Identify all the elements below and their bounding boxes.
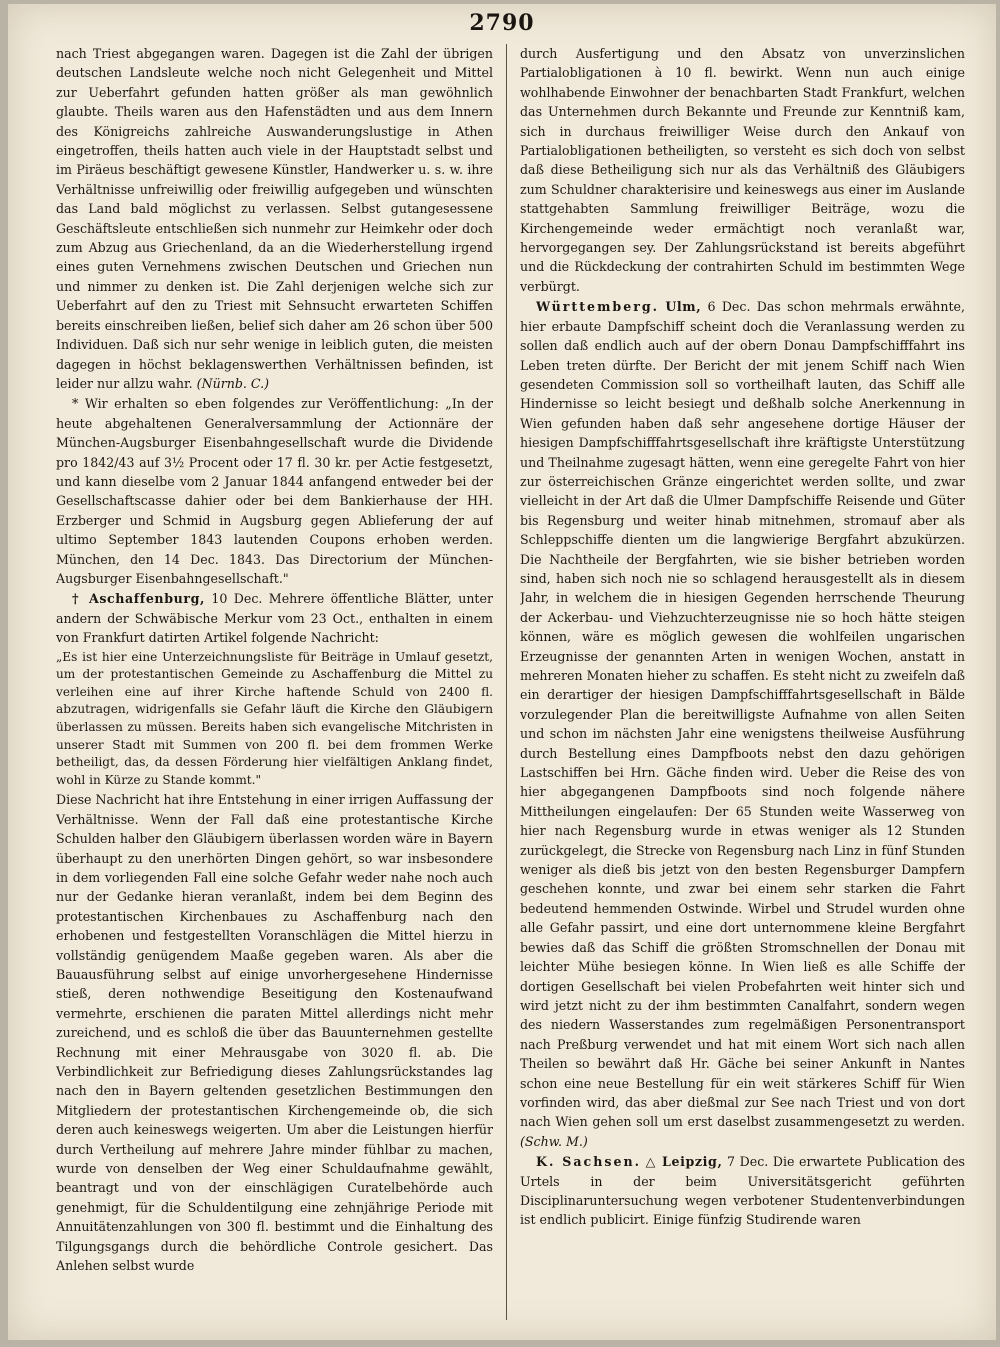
section-heading: K. Sachsen. [536, 1154, 642, 1170]
article-aschaffenburg-continued: durch Ausfertigung und den Absatz von unverzinslichen Partialobligationen à 10 fl. bewirkt. Wenn nun auch einige wohlhabende Einwohner der benachbarten Stadt Frankfurt, welchen das Unternehmen durch Bekannte und Freunde zur Kenntniß kam, sich in durchaus freiwilliger Weise durch den Ankauf von Partialobligationen betheiligten, so versteht es sich doch von selbst daß diese Betheiligung sich nur als das Verhältniß des Gläubigers zum Schuldner charakterisire und keineswegs aus einer im Auslande stattgehabten Sammlung freiwilliger Beiträge, wozu die Kirchengemeinde weder ermächtigt noch veranlaßt war, hervorgegangen sey. Der Zahlungsrückstand ist bereits abgeführt und die Rückdeckung der contrahirten Schuld im bestimmten Wege verbürgt. [520, 46, 965, 294]
dateline-date: 7 Dec. [727, 1154, 769, 1170]
dateline-date: 6 Dec. [707, 299, 751, 315]
dateline-date: 10 Dec. [211, 591, 263, 607]
dateline-place: † Aschaffenburg, [72, 591, 205, 607]
left-column [56, 44, 493, 1324]
article-aschaffenburg [56, 589, 493, 647]
article-wuerttemberg [520, 297, 965, 1151]
article-text: Diese Nachricht hat ihre Entstehung in einer irrigen Auffassung der Verhältnisse. Wenn der Fall daß eine protestantische Kirche Schulden halber den Gläubigern überlassen worden wäre in Bayern überhaupt zu den unerhörten Dingen gehört, so war insbesondere in dem vorliegenden Fall eine solche Gefahr weder nahe noch auch nur der Gedanke hieran veranlaßt, indem bei dem Beginn des protestantischen Kirchenbaues zu Aschaffenburg nach den erhobenen und festgestellten Voranschlägen die Mittel hierzu in vollständig genügendem Maaße gegeben waren. Als aber die Bauausführung selbst auf einige unvorhergesehene Hindernisse stieß, deren nothwendige Beseitigung den Kostenaufwand vermehrte, erschienen die paraten Mittel allerdings nicht mehr zureichend, und es schloß die über das Bauunternehmen gestellte Rechnung mit einer Mehrausgabe von 3020 fl. ab. Die Verbindlichkeit zur Befriedigung dieses Zahlungsrückstandes lag nach den in Bayern geltenden gesetzlichen Bestimmungen den Mitgliedern der protestantischen Kirchengemeinde ob, die sich deren auch keineswegs weigerten. Um aber die Leistungen hierfür durch Vertheilung auf mehrere Jahre minder fühlbar zu machen, wurde von denselben der Weg einer Schuldaufnahme gewählt, beantragt und von der einschlägigen Curatelbehörde auch genehmigt, für die Schuldentilgung eine zehnjährige Periode mit Annuitätenzahlungen von 300 fl. bestimmt und die Einhaltung des Tilgungsgangs durch die behördliche Controle gesichert. Das Anlehen selbst wurde [56, 792, 493, 1274]
article-text: „In der heute abgehaltenen Generalversammlung der Actionnäre der München-Augsburger Eisenbahngesellschaft wurde die Dividende pro 1842/43 auf 3½ Procent oder 17 fl. 30 kr. per Actie festgesetzt, und kann dieselbe vom 2 Januar 1844 anfangend entweder bei der Gesellschaftscasse dahier oder bei dem Bankierhause der HH. Erzberger und Schmid in Augsburg gegen Ablieferung der auf ultimo September 1843 lautenden Coupons erhoben werden. München, den 14 Dec. 1843. Das Directorium der München-Augsburger Eisenbahngesellschaft." [56, 396, 493, 586]
dateline-place: Ulm, [665, 299, 702, 315]
dateline-place: △ Leipzig, [645, 1154, 723, 1170]
article-saxony [520, 1152, 965, 1230]
newspaper-page [8, 4, 996, 1340]
article-text: nach Triest abgegangen waren. Dagegen ist die Zahl der übrigen deutschen Landsleute welche noch nicht Gelegenheit und Mittel zur Ueberfahrt gefunden hatten größer als man gewöhnlich glaubte. Theils waren aus den Hafenstädten und aus dem Innern des Königreichs zahlreiche Auswanderungslustige in Athen eingetroffen, theils hatten auch viele in der Hauptstadt selbst und im Piräeus beschäftigt gewesene Künstler, Handwerker u. s. w. ihre Verhältnisse unfreiwillig oder freiwillig aufgegeben und wünschten das Land bald möglichst zu verlassen. Selbst gutangesessene Geschäftsleute entschließen sich nunmehr zur Heimkehr oder doch zum Abzug aus Griechenland, da an die Wiederherstellung irgend eines guten Vernehmens zwischen Deutschen und Griechen nun und nimmer zu denken ist. Die Zahl derjenigen welche sich zur Ueberfahrt auf den zu Triest mit Sehnsucht erwarteten Schiffen bereits einschreiben ließen, belief sich daher am 26 schon über 500 Individuen. Daß sich nur sehr wenige in leiblich guten, die meisten dagegen in höchst beklagenswerthen Verhältnissen befinden, ist leider nur allzu wahr. [56, 46, 493, 391]
section-heading: Württemberg. [536, 299, 660, 315]
article-text: Das schon mehrmals erwähnte, hier erbaute Dampfschiff scheint doch die Veranlassung werden zu sollen daß endlich auch auf der obern Donau Dampfschifffahrt ins Leben treten dürfte. Der Bericht der mit jenem Schiff nach Wien gesendeten Commission soll so vortheilhaft lauten, das Schiff alle Hindernisse so leicht besiegt und deßhalb solche Anerkennung in Wien gefunden haben daß sehr angesehene dortige Häuser der hiesigen Dampfschifffahrtsgesellschaft ihre kräftigste Unterstützung und Theilnahme zugesagt hätten, wenn eine geregelte Fahrt von hier zur österreichischen Gränze eingerichtet werden sollte, und zwar vielleicht in der Art daß die Ulmer Dampfschiffe Reisende und Güter bis Regensburg und weiter hinab mitnehmen, stromauf aber als Schleppschiffe dienten um die langwierige Bergfahrt abzukürzen. Die Nachtheile der Bergfahrten, wie sie bisher betrieben worden sind, haben sich noch nie so schlagend herausgestellt als in diesem Jahr, in welchem die in hiesigen Gegenden herrschende Theurung der Ackerbau- und Viehzuchterzeugnisse nie so hoch hätte steigen können, wäre es möglich gewesen die wohlfeilen ungarischen Erzeugnisse der genannten Arten in wenigen Wochen, anstatt in mehreren Monaten hieher zu schaffen. Es steht nicht zu zweifeln daß ein derartiger der hiesigen Dampfschifffahrtsgesellschaft in Bälde vorzulegender Plan die bereitwilligste Aufnahme von allen Seiten und schon im nächsten Jahr eine wenigstens theilweise Ausführung durch Bestellung eines Dampfboots nebst den dazu gehörigen Lastschiffen bei Hrn. Gäche finden wird. Ueber die Reise des von hier abgegangenen Dampfboots sind noch folgende nähere Mittheilungen eingelaufen: Der 65 Stunden weite Wasserweg von hier nach Regensburg wurde in etwas weniger als 12 Stunden zurückgelegt, die Strecke von Regensburg nach Linz in fünf Stunden weniger als dieß bis jetzt von den besten Regensburger Dampfern geschehen konnte, und zwar bei einem sehr starken die Fahrt bedeutend hemmenden Ostwinde. Wirbel und Strudel wurden ohne alle Gefahr passirt, und eine dort unternommene kleine Bergfahrt bewies daß das Schiff die größten Stromschnellen der Donau mit leichter Mühe besiegen könne. In Wien ließ es alle Schiffe der dortigen Gesellschaft bei vielen Probefahrten weit hinter sich und wird jetzt nicht zu der ihm bestimmten Canalfahrt, sondern wegen des niedern Wasserstandes zum regelmäßigen Personentransport nach Preßburg verwendet und hat mit einem Wort sich nach allen Theilen so bewährt daß Hr. Gäche bei seiner Ankunft in Nantes schon eine neue Bestellung für ein weit stärkeres Schiff für Wien vorfinden wird, das aber dießmal zur See nach Triest und von dort nach Wien gehen soll um erst daselbst zusammengesetzt zu werden. [520, 299, 965, 1130]
article-intro: Mehrere öffentliche Blätter, unter andern der Schwäbische Merkur vom 23 Oct., enthalten in einem von Frankfurt datirten Artikel folgende Nachricht: [56, 591, 493, 646]
article-athens-continued [56, 44, 493, 393]
page-number: 2790 [469, 10, 535, 36]
quoted-notice: „Es ist hier eine Unterzeichnungsliste für Beiträge in Umlauf gesetzt, um der protestantischen Gemeinde zu Aschaffenburg die Mittel zu verleihen eine auf ihrer Kirche haftende Schuld von 2400 fl. abzutragen, widrigenfalls sie Gefahr läuft die Kirche den Gläubigern überlassen zu müssen. Bereits haben sich evangelische Mitchristen in unserer Stadt mit Summen von 200 fl. bei dem frommen Werke betheiligt, das, da dessen Förderung hier vielfältigen Anklang findet, wohl in Kürze zu Stande kommt." [56, 649, 493, 787]
right-column [520, 44, 965, 1324]
article-text: Die erwartete Publication des Urtels in der beim Universitätsgericht geführten Disciplinaruntersuchung wegen verbotener Studentenverbindungen ist endlich publicirt. Einige fünfzig Studirende waren [520, 1154, 965, 1228]
source-citation: (Nürnb. C.) [196, 375, 270, 391]
column-divider [506, 44, 507, 1320]
article-intro: * Wir erhalten so eben folgendes zur Veröffentlichung: [72, 396, 439, 412]
source-citation: (Schw. M.) [520, 1133, 588, 1149]
article-railway-dividend [56, 394, 493, 588]
